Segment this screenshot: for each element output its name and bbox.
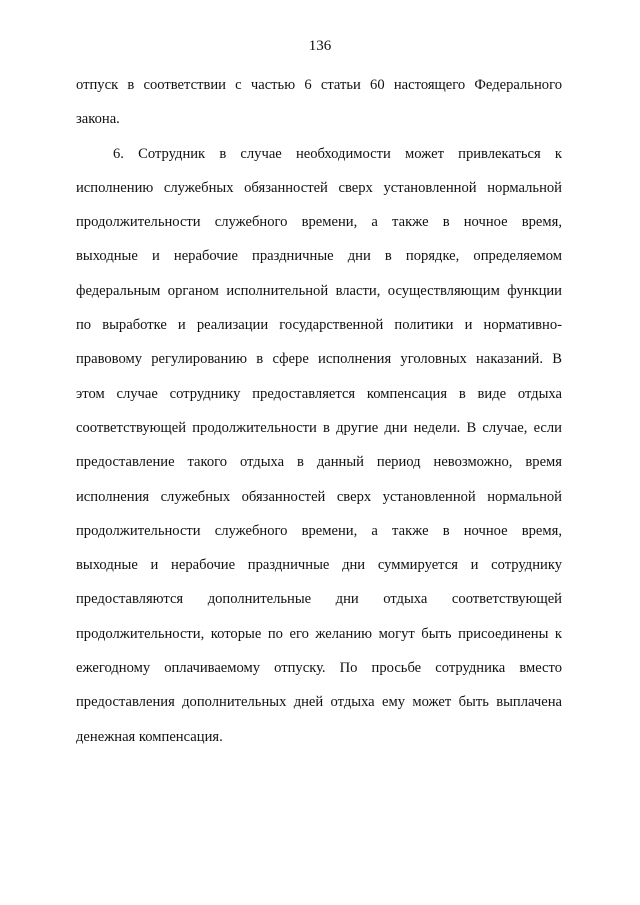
text-line: по выработке и реализации государственной политики и нормативно- (76, 317, 562, 334)
paragraph-start-line: 6. Сотрудник в случае необходимости может привлекаться к (113, 145, 562, 162)
text-line: продолжительности, которые по его желанию могут быть присоединены к (76, 625, 562, 642)
text-line: ежегодному оплачиваемому отпуску. По просьбе сотрудника вместо (76, 660, 562, 677)
text-line: предоставляются дополнительные дни отдыха соответствующей (76, 591, 562, 608)
text-line: предоставления дополнительных дней отдыха ему может быть выплачена (76, 694, 562, 711)
text-line: продолжительности служебного времени, а также в ночное время, (76, 214, 562, 231)
text-line: отпуск в соответствии с частью 6 статьи 60 настоящего Федерального (76, 77, 562, 93)
text-line: выходные и нерабочие праздничные дни в порядке, определяемом (76, 248, 562, 265)
document-body (76, 68, 562, 754)
text-line: исполнения служебных обязанностей сверх установленной нормальной (76, 488, 562, 505)
page-number: 136 (308, 38, 332, 54)
text-line: исполнению служебных обязанностей сверх установленной нормальной (76, 179, 562, 196)
text-line: закона. (76, 111, 120, 128)
text-line: продолжительности служебного времени, а также в ночное время, (76, 522, 562, 539)
text-line: федеральным органом исполнительной власти, осуществляющим функции (76, 282, 562, 299)
text-line: этом случае сотруднику предоставляется компенсация в виде отдыха (76, 385, 562, 402)
text-line: выходные и нерабочие праздничные дни суммируется и сотруднику (76, 557, 562, 574)
text-line: предоставление такого отдыха в данный период невозможно, время (76, 454, 562, 471)
text-line: соответствующей продолжительности в другие дни недели. В случае, если (76, 419, 562, 436)
text-line: правовому регулированию в сфере исполнения уголовных наказаний. В (76, 351, 562, 368)
text-line: денежная компенсация. (76, 728, 223, 745)
